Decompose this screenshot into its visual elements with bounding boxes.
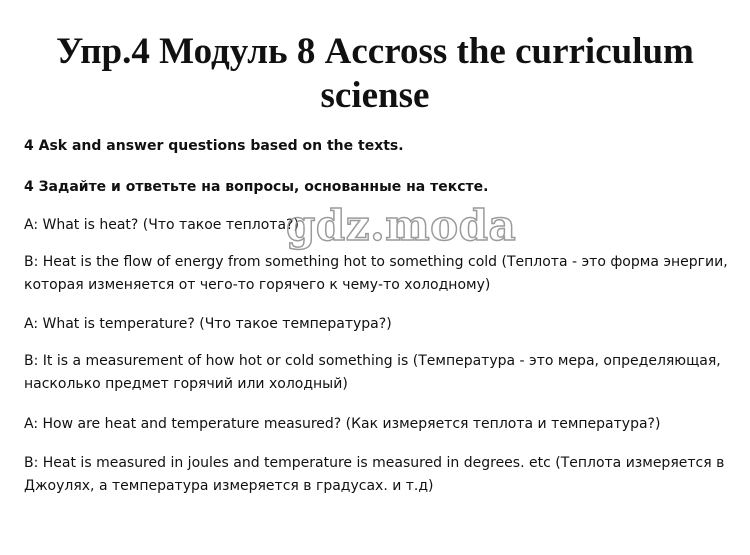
instruction-english: 4 Ask and answer questions based on the texts.: [24, 138, 404, 154]
dialogue-question-1: [24, 214, 299, 237]
watermark-logo: gdz.moda: [286, 201, 517, 250]
dialogue-question-2: [24, 313, 392, 336]
page-title: [50, 30, 700, 118]
page-title-line-1: Упр.4 Модуль 8 Accross the curriculum: [56, 31, 694, 72]
dialogue-answer-1: [24, 251, 728, 297]
page-title-line-2: sciense: [320, 75, 430, 116]
dialogue-line: A: How are heat and temperature measured? (Как измеряется теплота и температура?): [24, 416, 661, 432]
dialogue-line: B: Heat is measured in joules and temperature is measured in degrees. etc (Теплота измеряется в: [24, 455, 725, 471]
dialogue-question-3: [24, 413, 660, 436]
dialogue-line: насколько предмет горячий или холодный): [24, 376, 348, 392]
dialogue-line: Джоулях, а температура измеряется в градусах. и т.д): [24, 478, 434, 494]
dialogue-line: A: What is heat? (Что такое теплота?): [24, 217, 299, 233]
dialogue-line: которая изменяется от чего-то горячего к чему-то холодному): [24, 277, 491, 293]
dialogue-answer-3: [24, 452, 724, 498]
instruction-russian: 4 Задайте и ответьте на вопросы, основанные на тексте.: [24, 179, 489, 195]
dialogue-line: B: Heat is the flow of energy from something hot to something cold (Теплота - это форма энергии,: [24, 254, 728, 270]
dialogue-line: A: What is temperature? (Что такое температура?): [24, 316, 392, 332]
dialogue-line: B: It is a measurement of how hot or cold something is (Температура - это мера, определяющая,: [24, 353, 721, 369]
dialogue-answer-2: [24, 350, 721, 396]
